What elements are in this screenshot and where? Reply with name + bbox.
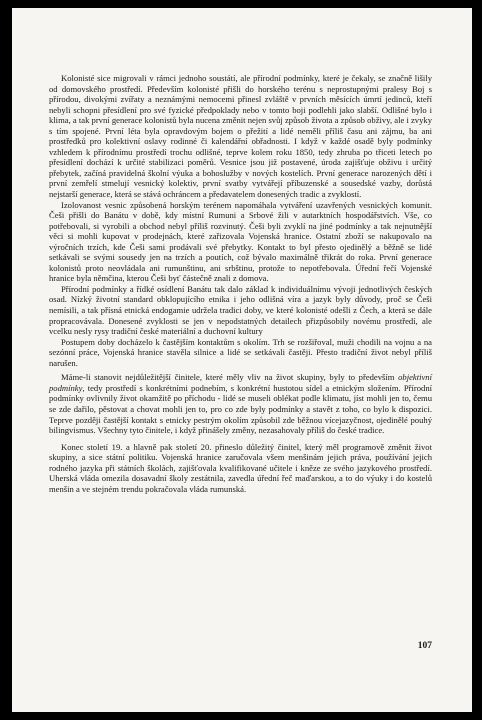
paragraph-2: Izolovanost vesnic způsobená horským terénem napomáhala vytváření uzavřených vesnických komunit. Češi přišli do Banátu v době, kdy místní Rumuni a Srbové žili v autarktních hospodářstvích. Vše, co potřebovali, si vyrobili a obchod nebyl příliš rozvinutý. Češi byli zvyklí na jiné podmínky a tak nejnutnější věci si mohli kupovat v prodejnách, které zařizovala Vojenská hranice. Ostatní zboží se nakupovalo na výročních trzích, kde Češi sami prodávali své přebytky. Kontakt to byl přesto ojedinělý a běžně se lidé setkávali se svými sousedy jen na trzích a poutích, což bývalo maximálně třikrát do roka. První generace kolonistů proto neovládala ani rumunštinu, ani srbštinu, protože to nepotřebovala. Úřední řečí Vojenské hranice byla němčina, kterou Češi byť částečně znali z domova. (49, 199, 432, 284)
paragraph-4: Postupem doby docházelo k častějším kontaktům s okolím. Trh se rozšiřoval, muži chodili na vojnu a na sezónní práce, Vojenská hranice stavěla silnice a lidé se setkávali častěji. Přesto tradiční život nebyl příliš narušen. (49, 336, 432, 368)
paragraph-3: Přírodní podmínky a řídké osídlení Banátu tak dalo základ k individuálnímu vývoji jednotlivých českých osad. Nízký životní standard obklopujícího etnika i jeho odlišná víra a jazyk byly důvody, proč se Češi nemísili, a tak přísná etnická endogamie udržela tradici doby, ve které kolonisté odešli z Čech, a která se dále propracovávala. Donesené zvyklosti se jen v nepodstatných detailech přizpůsobily novému prostředí, ale vcelku nesly rysy tradiční české materiální a duchovní kultury (49, 283, 432, 337)
paragraph-6: Konec století 19. a hlavně pak století 20. přineslo důležitý činitel, který měl programově změnit život skupiny, a sice státní politiku. Vojenská hranice zaručovala všem menšinám jejich práva, používání jejich rodného jazyka při státních školách, zajišťovala kvalifikované učitele i kněze ze svého jazykového prostředí. Uherská vláda omezila dosavadní školy zestátnila, zavedla úřední řeč maďarskou, a to do výuky i do kostelů menšin a ve stejném trendu pokračovala vláda rumunská. (49, 441, 432, 494)
book-page (12, 8, 472, 712)
body-text (49, 73, 432, 494)
paragraph-5: Máme-li stanovit nejdůležitější činitele, které měly vliv na život skupiny, byly to především objektivní podmínky, tedy prostředí s konkrétními podnebím, s konkrétní hustotou sídel a etnickým složením. Přírodní podmínky ovlivnily život okamžitě po příchodu - lidé se museli oblékat podle klimatu, jíst mohli jen to, čemu se zde dařilo, pěstovat a chovat mohli jen to, pro co zde byly podmínky a stavět z toho, co bylo k dispozici. Teprve později častější kontakt s etnicky pestrým okolím způsobil zde běžnou vícejazyčnost, ojedinělé pouhý bilingvismus. Všechny tyto činitele, i když přinášely změny, nezasahovaly příliš do české tradice. (49, 372, 432, 436)
paragraph-1: Kolonisté sice migrovali v rámci jednoho soustátí, ale přírodní podmínky, které je čekaly, se značně lišily od domovského prostředí. Především kolonisté přišli do horského terénu s neprostupnými pralesy Boj s přírodou, divokými zvířaty a neznámými nemocemi přinesl zvláště v prvních měsících úmrtí jedinců, kteří nebyli schopni přesídlení pro své fyzické předpoklady nebo v tomto boji podlehli jako slabší. Odlišné bylo i klima, a tak první generace kolonistů byla nucena změnit nejen svůj způsob života a způsob obživy, ale i zvyky s tím spojené. První léta byla opravdovým bojem o přežití a lidé neměli příliš času ani zájmu, ba ani prostředků pro kolektivní oslavy rodinné či kalendářní obřadnosti. I když v každé osadě byly podmínky vzhledem k přírodnímu prostředí trochu odlišné, teprve kolem roku 1850, tedy zhruba po třiceti letech po přesídlení dochází k určité stabilizaci poměrů. Vesnice jsou již postavené, úroda zajišťuje obživu i určitý přebytek, začíná pravidelná školní výuka a bohoslužby v nových kostelích. První generace narozených dětí i první zemřelí stmelují vesnický kolektiv, první svatby vytvářejí příbuzenské a sousedské vazby, dorůstá nejstarší generace, která se stává ochráncem a předavatelem donesených tradic a zvyklostí. (49, 73, 432, 200)
page-number: 107 (417, 641, 432, 651)
